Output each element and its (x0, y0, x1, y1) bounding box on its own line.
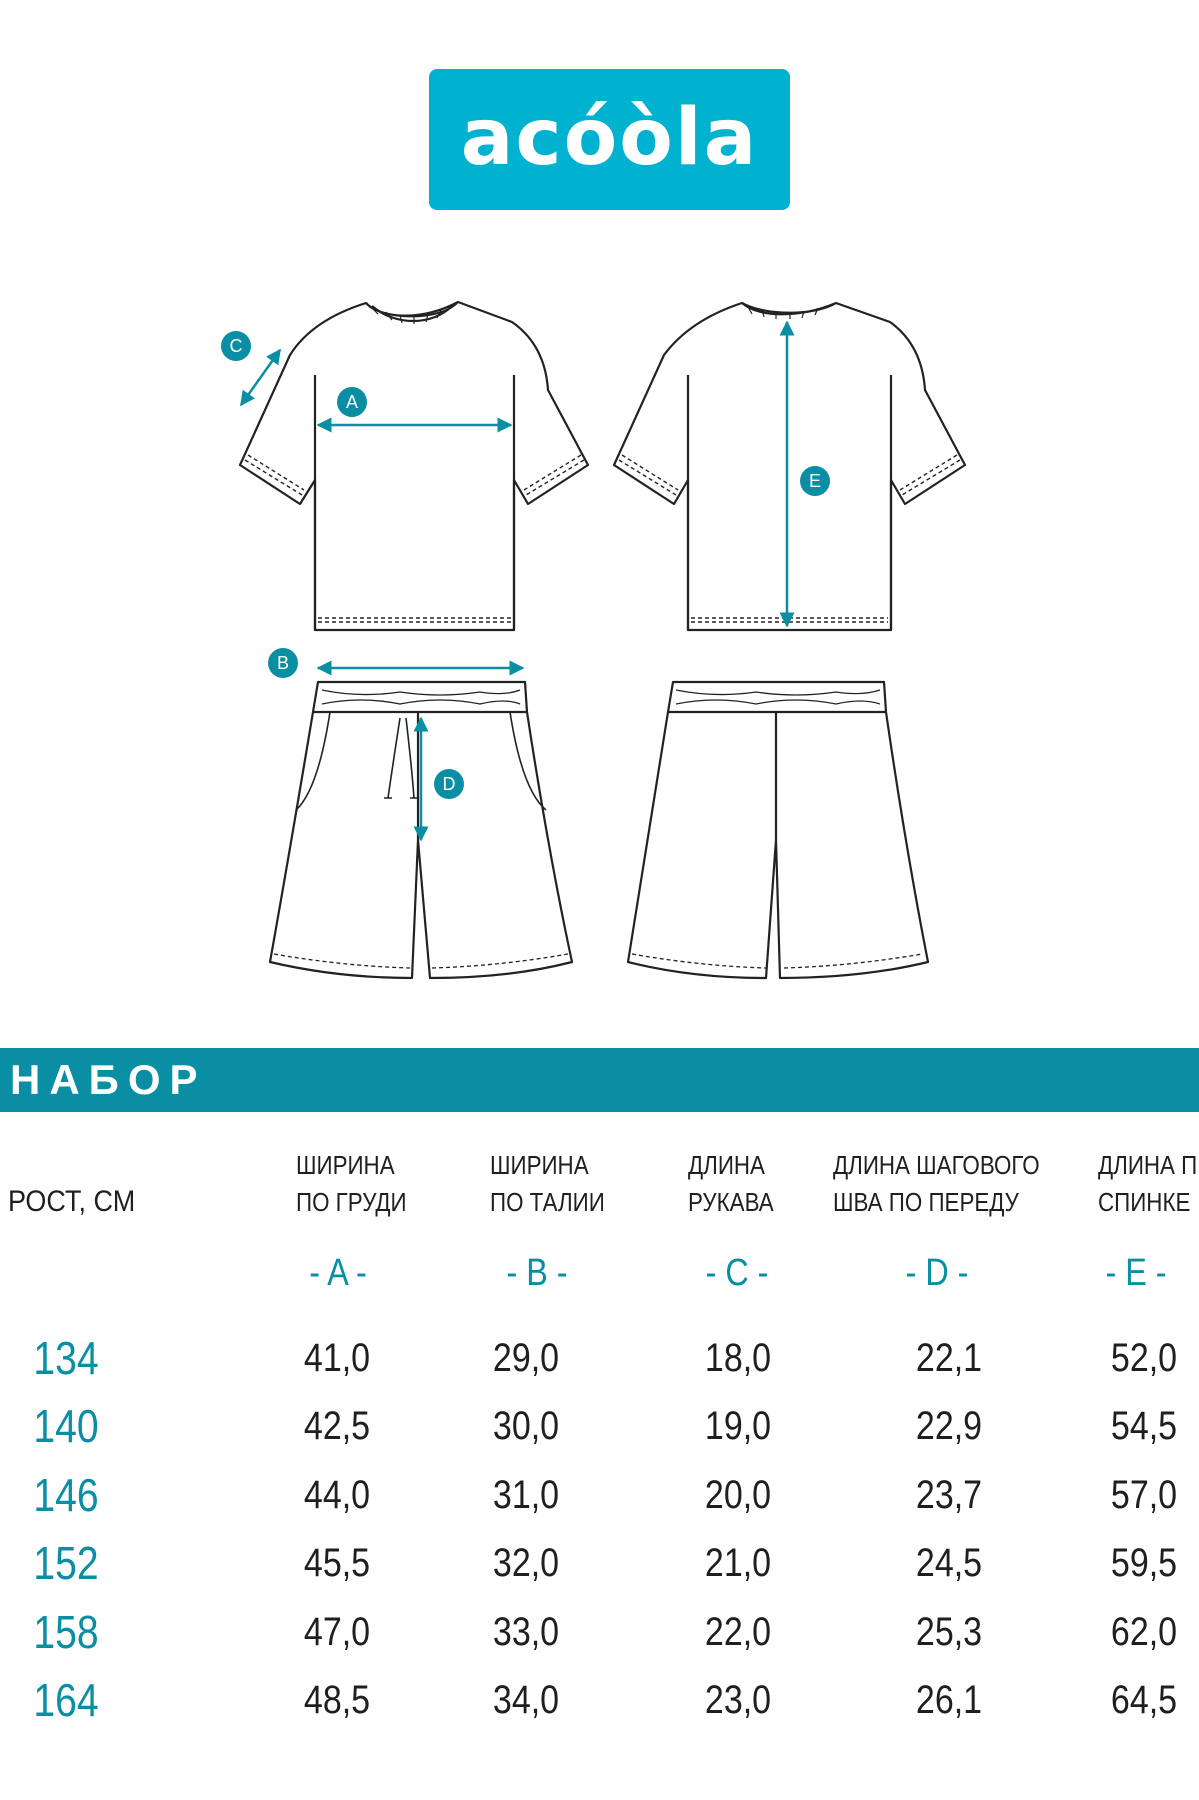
inseam-value: 23,7 (915, 1472, 983, 1517)
inseam-value: 22,1 (915, 1336, 983, 1380)
marker-e (800, 466, 830, 496)
section-title: НАБОР (10, 1056, 207, 1103)
table-row (0, 1398, 1199, 1466)
chest-value: 47,0 (303, 1609, 371, 1654)
sleeve-value: 21,0 (704, 1541, 772, 1586)
tshirt-front-drawing (240, 302, 588, 630)
waist-value: 32,0 (492, 1541, 560, 1586)
column-header-chest: ШИРИНА ПО ГРУДИ (296, 1150, 407, 1217)
marker-c (221, 331, 251, 361)
sleeve-value: 19,0 (704, 1404, 772, 1449)
tshirt-back-drawing (614, 303, 965, 630)
column-code-c: - C - (705, 1252, 769, 1294)
brand-logo (429, 69, 790, 210)
back-length-value: 59,5 (1110, 1541, 1178, 1586)
height-value: 146 (33, 1468, 99, 1521)
back-length-value: 62,0 (1110, 1609, 1178, 1654)
height-value: 158 (33, 1605, 99, 1658)
column-code-e: - E - (1105, 1252, 1167, 1294)
waist-value: 34,0 (492, 1677, 560, 1722)
column-code-b: - B - (506, 1252, 568, 1294)
chest-value: 48,5 (303, 1677, 371, 1722)
column-header-sleeve: ДЛИНА РУКАВА (688, 1150, 774, 1217)
table-row (0, 1467, 1199, 1535)
back-length-value: 52,0 (1110, 1336, 1178, 1380)
height-value: 152 (33, 1537, 99, 1590)
waist-value: 31,0 (492, 1472, 560, 1517)
section-banner (0, 1048, 1199, 1112)
column-codes (0, 1250, 1199, 1300)
chest-value: 41,0 (303, 1336, 371, 1380)
height-column-header: РОСТ, СМ (8, 1185, 136, 1218)
inseam-value: 22,9 (915, 1404, 983, 1449)
table-row (0, 1330, 1199, 1398)
waist-value: 30,0 (492, 1404, 560, 1449)
sleeve-value: 18,0 (704, 1336, 772, 1380)
back-length-value: 64,5 (1110, 1677, 1178, 1722)
sleeve-value: 20,0 (704, 1472, 772, 1517)
inseam-value: 25,3 (915, 1609, 983, 1654)
waist-value: 33,0 (492, 1609, 560, 1654)
back-length-value: 57,0 (1110, 1472, 1178, 1517)
inseam-value: 24,5 (915, 1541, 983, 1586)
table-row (0, 1672, 1199, 1740)
table-row (0, 1604, 1199, 1672)
table-header (0, 1147, 1199, 1227)
height-value: 140 (33, 1400, 99, 1453)
height-value: 164 (33, 1673, 99, 1726)
svg-text:E: E (808, 471, 822, 491)
marker-b (268, 648, 298, 678)
waist-value: 29,0 (492, 1336, 560, 1380)
svg-text:C: C (229, 336, 243, 356)
svg-text:A: A (345, 392, 359, 412)
sleeve-value: 22,0 (704, 1609, 772, 1654)
marker-d (434, 769, 464, 799)
column-header-inseam: ДЛИНА ШАГОВОГО ШВА ПО ПЕРЕДУ (833, 1150, 1040, 1217)
column-code-d: - D - (905, 1252, 969, 1294)
garment-diagram (0, 250, 1199, 1000)
table-row (0, 1535, 1199, 1603)
back-length-value: 54,5 (1110, 1404, 1178, 1449)
marker-a (337, 387, 367, 417)
svg-text:D: D (442, 774, 456, 794)
measure-line-c (241, 350, 280, 405)
chest-value: 45,5 (303, 1541, 371, 1586)
shorts-back-drawing (628, 682, 928, 978)
chest-value: 42,5 (303, 1404, 371, 1449)
chest-value: 44,0 (303, 1472, 371, 1517)
size-table-body (0, 1330, 1199, 1740)
svg-text:B: B (276, 653, 290, 673)
column-header-waist: ШИРИНА ПО ТАЛИИ (490, 1150, 605, 1217)
inseam-value: 26,1 (915, 1677, 983, 1722)
column-header-back-length: ДЛИНА П СПИНКЕ (1098, 1150, 1198, 1217)
sleeve-value: 23,0 (704, 1677, 772, 1722)
height-value: 134 (33, 1332, 99, 1384)
column-code-a: - A - (309, 1252, 367, 1294)
brand-logo-text: acóòla (460, 92, 759, 183)
